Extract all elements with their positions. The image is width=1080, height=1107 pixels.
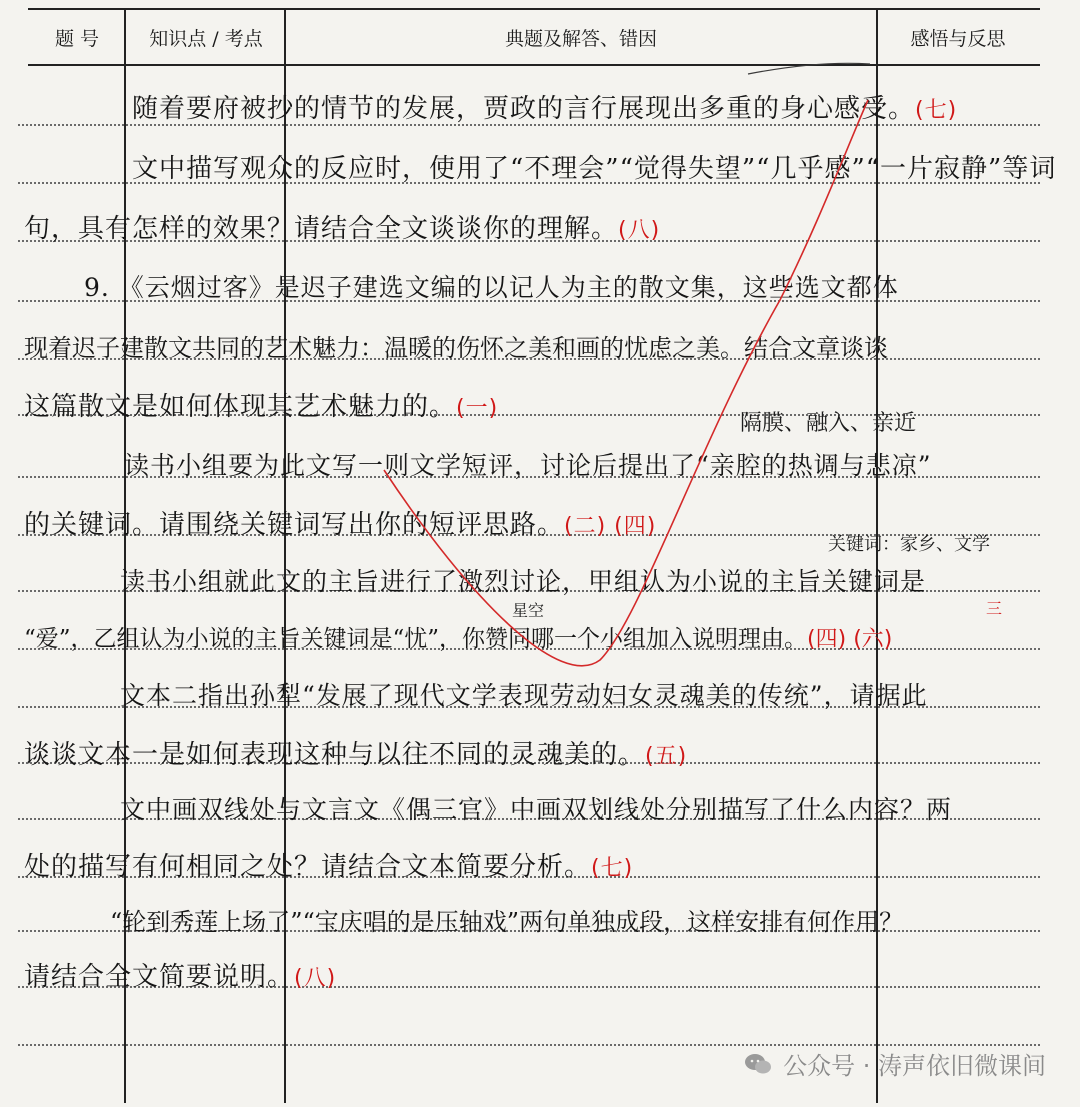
header-question-number: 题 号 xyxy=(54,27,100,50)
annotation-keywords-1: 隔膜、融入、亲近 xyxy=(740,411,917,436)
header-knowledge-point: 知识点 / 考点 xyxy=(149,27,263,50)
header-typical-question: 典题及解答、错因 xyxy=(504,27,657,50)
watermark-text: 公众号 · 涛声依旧微课间 xyxy=(783,1052,1046,1080)
text-line-10: “爱”，乙组认为小说的主旨关键词是“忧”，你赞同哪一个小组加入说明理由。(四) (六) xyxy=(24,626,893,652)
text-line-8: 的关键词。请围绕关键词写出你的短评思路。(二) (四) xyxy=(24,510,657,540)
mark-10: (四) (六) xyxy=(807,627,893,652)
mark-14: (七) xyxy=(591,856,634,881)
mark-8: (二) (四) xyxy=(564,514,657,539)
header-reflection: 感悟与反思 xyxy=(910,27,1006,50)
annotation-keywords-2: 关键词：家乡、文学 xyxy=(828,534,990,555)
text-line-12: 谈谈文本一是如何表现这种与以往不同的灵魂美的。(五) xyxy=(24,740,688,770)
text-line-16: 请结合全文简要说明。(八) xyxy=(24,962,337,992)
text-line-7: 读书小组要为此文写一则文学短评，讨论后提出了“亲腔的热调与悲凉” xyxy=(124,451,932,480)
mark-3: (八) xyxy=(618,218,661,243)
wechat-icon xyxy=(743,1051,773,1077)
mark-16: (八) xyxy=(294,966,337,991)
text-line-15: “轮到秀莲上场了”“宝庆唱的是压轴戏”两句单独成段，这样安排有何作用？ xyxy=(110,908,904,936)
text-line-9: 读书小组就此文的主旨进行了激烈讨论，甲组认为小说的主旨关键词是 xyxy=(120,567,927,596)
watermark xyxy=(743,1046,1046,1081)
mark-6: (一) xyxy=(456,396,499,421)
annotation-starry-sky: 星空 xyxy=(512,601,545,620)
text-line-14: 处的描写有何相同之处？请结合文本简要分析。(七) xyxy=(24,852,634,882)
text-line-6: 这篇散文是如何体现其艺术魅力的。(一) xyxy=(24,392,499,422)
annotation-red-three: 三 xyxy=(986,599,1003,618)
text-line-5: 现着迟子建散文共同的艺术魅力：温暖的伤怀之美和画的忧虑之美。结合文章谈谈 xyxy=(24,334,888,362)
text-line-3: 句，具有怎样的效果？请结合全文谈谈你的理解。(八) xyxy=(24,214,661,244)
text-line-2: 文中描写观众的反应时，使用了“不理会”“觉得失望”“几乎感”“一片寂静”等词 xyxy=(132,154,1057,184)
mark-12: (五) xyxy=(645,744,688,769)
text-line-11: 文本二指出孙犁“发展了现代文学表现劳动妇女灵魂美的传统”，请据此 xyxy=(120,681,928,710)
text-line-13: 文中画双线处与文言文《偶三官》中画双划线处分别描写了什么内容？两 xyxy=(120,795,953,824)
mark-1: (七) xyxy=(915,98,958,123)
text-line-1: 随着要府被抄的情节的发展，贾政的言行展现出多重的身心感受。(七) xyxy=(132,94,958,124)
text-line-4: 9. 《云烟过客》是迟子建选文编的以记人为主的散文集，这些选文都体 xyxy=(84,273,899,302)
